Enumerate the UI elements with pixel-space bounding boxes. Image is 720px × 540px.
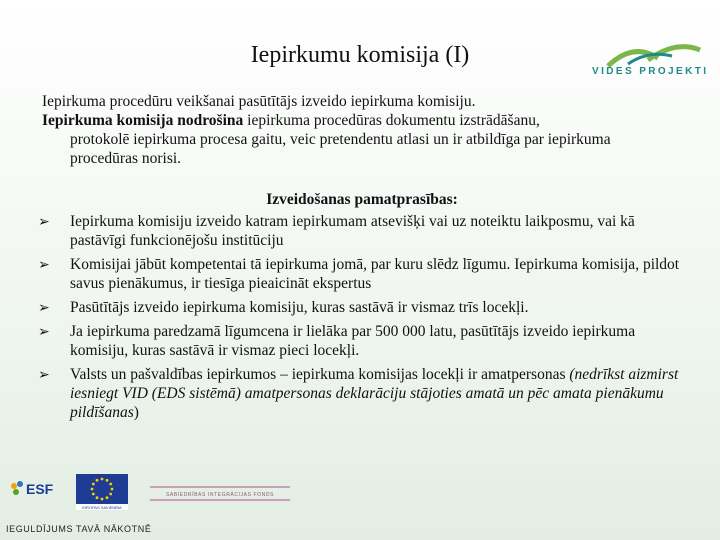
arrow-bullet-icon: ➢ [38,214,50,230]
list-item: ➢ Iepirkuma komisiju izveido katram iepirkumam atsevišķi vai uz noteiktu laikposmu, vai kā pastāvīgi funkcionējošu institūciju [38,213,635,249]
list-item: ➢ Valsts un pašvaldības iepirkumos – iepirkuma komisijas locekļi ir amatpersonas (nedrīkst aizmirst iesniegt VID (EDS sistēmā) amatpersonas deklarāciju stājoties amatā un pēc amata pienākumu pildīšanas) [38,366,679,421]
paragraph-2-rest: iepirkuma procedūras dokumentu izstrādāšanu, [243,112,540,129]
eu-flag-logo [76,474,128,510]
logo-text: VIDES PROJEKTI [592,66,709,77]
sif-label: SABIEDRĪBAS INTEGRĀCIJAS FONDS [165,492,275,498]
declaration-note: (nedrīkst aizmirst iesniegt VID (EDS sistēmā) amatpersonas deklarāciju stājoties amatā un pēc amata pienākumu pildīšanas [70,366,679,421]
esf-label: ESF [26,481,54,497]
list-item: ➢ Komisijai jābūt kompetentai tā iepirkuma jomā, par kuru slēdz līgumu. Iepirkuma komisija, pildot savus pienākumus, ir tiesīga pieaicināt ekspertus [38,256,680,292]
arrow-bullet-icon: ➢ [38,324,50,340]
paragraph-2-continuation: protokolē iepirkuma procesa gaitu, veic pretendentu atlasi un ir atbildīga par iepirkuma procedūras norisi. [70,131,611,167]
footer-slogan: IEGULDĪJUMS TAVĀ NĀKOTNĒ [6,524,152,534]
list-item: ➢ Pasūtītājs izveido iepirkuma komisiju, kuras sastāvā ir vismaz trīs locekļi. [38,299,529,316]
requirements-list [38,212,682,422]
arrow-bullet-icon: ➢ [38,300,50,316]
arrow-bullet-icon: ➢ [38,367,50,383]
requirements-heading: Izveidošanas pamatprasības: [266,191,458,208]
eu-caption: EIROPAS SAVIENĪBA [82,505,122,510]
slide-title: Iepirkumu komisija (I) [250,42,470,68]
list-item: ➢ Ja iepirkuma paredzamā līgumcena ir lielāka par 500 000 latu, pasūtītājs izveido iepirkuma komisiju, kuras sastāvā ir vismaz pieci locekļi. [38,323,636,359]
esf-logo [6,476,56,508]
paragraph-1: Iepirkuma procedūru veikšanai pasūtītājs izveido iepirkuma komisiju. [42,93,476,110]
paragraph-2-bold: Iepirkuma komisija nodrošina [42,112,244,129]
paragraph-2 [42,111,682,168]
arrow-bullet-icon: ➢ [38,257,50,273]
sif-logo [150,484,290,504]
slide-body [38,92,682,427]
